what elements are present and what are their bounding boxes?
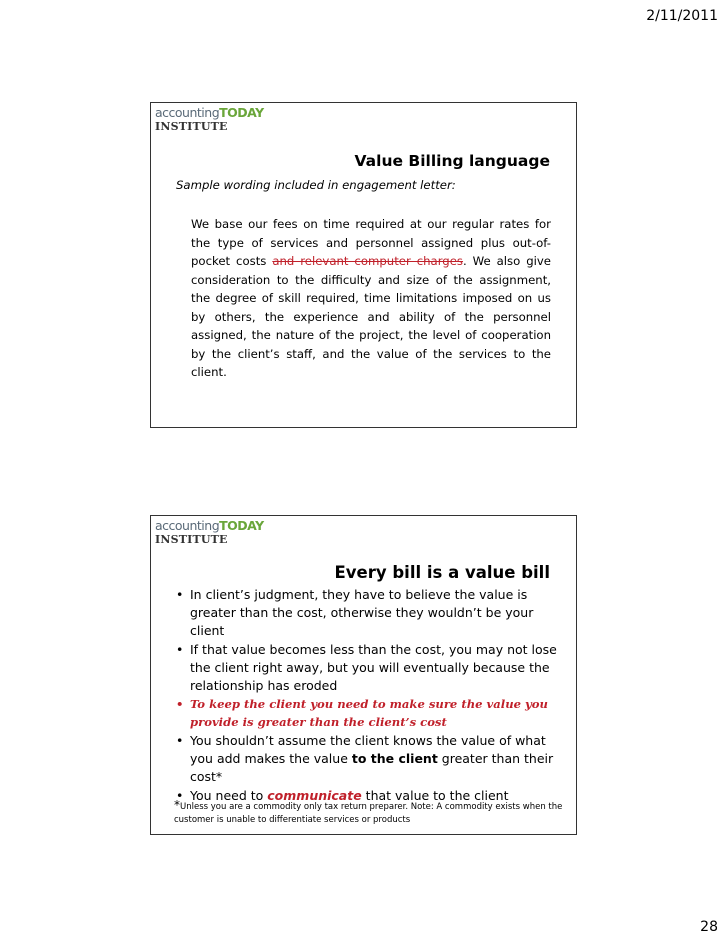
logo-text-institute: INSTITUTE — [155, 119, 228, 133]
bullet-item — [174, 732, 569, 786]
accounting-today-logo — [155, 107, 264, 132]
bullet-item-emphasis — [174, 696, 569, 731]
bullet-list — [174, 586, 569, 806]
logo-text-today: TODAY — [219, 105, 264, 120]
bullet-text: If that value becomes less than the cost, you may not lose the client right away, but you will eventually because the relationship has eroded — [190, 642, 557, 693]
para-text-1: We base our fees on time required at our regular rates for the type of services and personnel assigned plus out-of-pocket costs — [191, 217, 551, 268]
slide-title: Value Billing language — [354, 152, 550, 170]
footnote — [174, 799, 564, 827]
bullet-text: In client’s judgment, they have to believe the value is greater than the cost, otherwise they wouldn’t be your client — [190, 587, 534, 638]
intro-text: Sample wording included in engagement letter: — [176, 178, 456, 192]
bullet-dot: • — [176, 587, 184, 602]
bullet-dot: • — [176, 788, 184, 803]
slide-title: Every bill is a value bill — [334, 563, 550, 582]
bullet-dot: • — [176, 697, 184, 711]
emphasis-text: communicate — [267, 788, 362, 803]
para-text-2: . We also give consideration to the difficulty and size of the assignment, the degree of skill required, time limitations imposed on us by others, the experience and ability of the personnel assigned, the nature of the project, the level of cooperation by the client’s staff, and the value of the services to the client. — [191, 254, 551, 379]
footnote-star: * — [174, 798, 180, 812]
bullet-text: greater than their cost* — [190, 751, 554, 784]
logo-text-today: TODAY — [219, 518, 264, 533]
page-date: 2/11/2011 — [646, 8, 718, 24]
bullet-text: To keep the client you need to make sure the value you provide is greater than the client’s cost — [190, 697, 548, 729]
slide-every-bill-is-a-value-bill — [150, 515, 577, 835]
accounting-today-logo — [155, 520, 264, 545]
logo-text-accounting: accounting — [155, 105, 220, 120]
bullet-item — [174, 641, 569, 695]
bold-text: to the client — [351, 751, 438, 766]
bullet-dot: • — [176, 733, 184, 748]
page-number: 28 — [700, 919, 718, 935]
bullet-text: You need to — [190, 788, 268, 803]
bullet-text: that value to the client — [361, 788, 509, 803]
engagement-letter-wording — [191, 215, 551, 382]
bullet-text: You shouldn’t assume the client knows the value of what you add makes the value — [190, 733, 546, 766]
bullet-dot: • — [176, 642, 184, 657]
footnote-text: Unless you are a commodity only tax return preparer. Note: A commodity exists when the customer is unable to differentiate services or products — [174, 802, 563, 825]
slide-value-billing-language — [150, 102, 577, 428]
bullet-item — [174, 586, 569, 640]
logo-text-accounting: accounting — [155, 518, 220, 533]
logo-text-institute: INSTITUTE — [155, 532, 228, 546]
struck-text: and relevant computer charges — [272, 254, 464, 268]
